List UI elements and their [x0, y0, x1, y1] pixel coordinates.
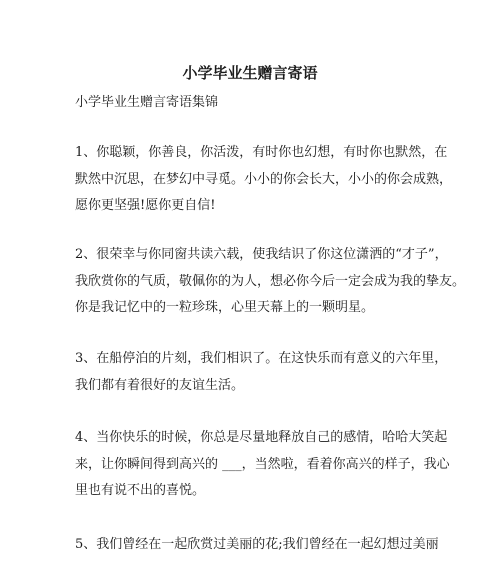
paragraph-2: [75, 242, 466, 322]
paragraph-line: 默然中沉思，在梦幻中寻觅。小小的你会长大，小小的你会成熟，: [75, 171, 453, 187]
paragraph-line: 来，让你瞬间得到高兴的 ___，当然啦，看着你高兴的样子，我心: [75, 456, 450, 472]
paragraph-line: 4、当你快乐的时候，你总是尽量地释放自己的感情，哈哈大笑起: [75, 430, 448, 445]
document-subtitle: 小学毕业生赠言寄语集锦: [75, 95, 219, 110]
paragraph-line: 5、我们曾经在一起欣赏过美丽的花;我们曾经在一起幻想过美丽: [75, 537, 439, 552]
paragraph-line: 里也有说不出的喜悦。: [75, 483, 206, 498]
paragraph-5: [75, 532, 439, 559]
paragraph-3: [75, 346, 448, 399]
paragraph-line: 你是我记忆中的一粒珍珠，心里天幕上的一颗明星。: [75, 300, 375, 315]
paragraph-line: 1、你聪颖，你善良，你活泼，有时你也幻想，有时你也默然，在: [75, 145, 448, 160]
paragraph-line: 3、在船停泊的片刻，我们相识了。在这快乐而有意义的六年里，: [75, 351, 448, 366]
document-title: 小学毕业生赠言寄语: [182, 64, 318, 82]
paragraph-1: [75, 140, 453, 220]
paragraph-line: 2、很荣幸与你同窗共读六载，使我结识了你这位潇洒的“才子”，: [75, 247, 448, 262]
paragraph-4: [75, 425, 450, 505]
paragraph-line: 我们都有着很好的友谊生活。: [75, 377, 245, 393]
paragraph-line: 愿你更坚强!愿你更自信!: [75, 198, 216, 213]
paragraph-line: 我欣赏你的气质，敬佩你的为人，想必你今后一定会成为我的挚友。: [75, 273, 466, 289]
